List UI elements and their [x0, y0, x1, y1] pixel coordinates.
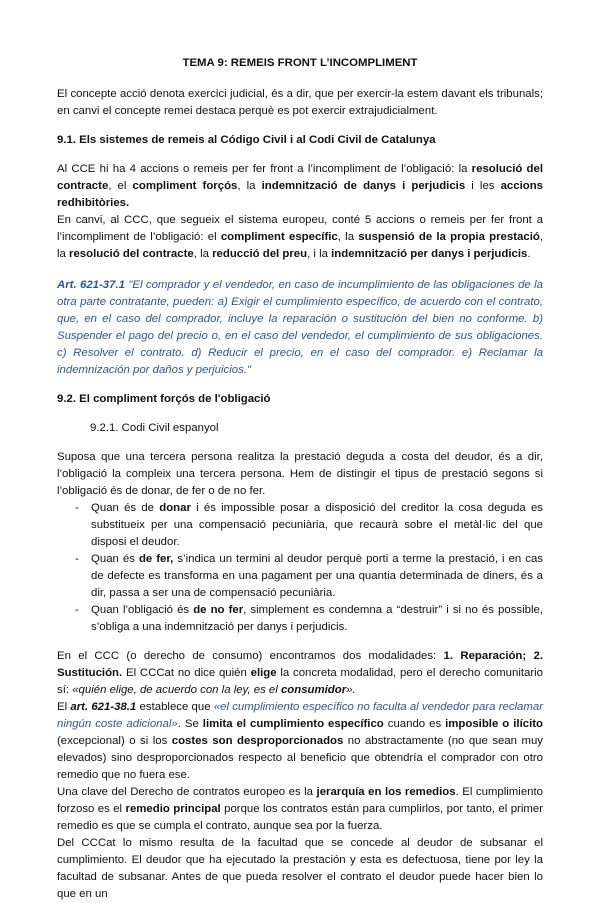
bold-text: 1. Reparación; 2. Sustitución. [57, 650, 543, 679]
text-run: Una clave del Derecho de contratos europeo es la [57, 786, 317, 798]
subsection-heading [90, 420, 543, 437]
text-run: establece que [136, 701, 214, 713]
list-item [91, 551, 543, 602]
paragraph [57, 699, 543, 784]
bold-text: consumidor [280, 684, 347, 696]
paragraph [57, 449, 543, 500]
text-run: , la [337, 231, 359, 243]
text-run: (excepcional) o si los [57, 735, 172, 747]
text-run: , el [108, 180, 133, 192]
text-run: «quién elige, de acuerdo con la ley, es el [72, 684, 281, 696]
document-body [57, 86, 543, 903]
bold-text: limita el cumplimiento específico [202, 718, 384, 730]
text-run: no abstractamente (no que sean muy elevados) sino desproporcionados respecto al beneficio que obtendría el comprador con otro remedio que no fuera ese. [57, 735, 544, 781]
paragraph [57, 835, 543, 903]
paragraph [57, 212, 543, 263]
text-run: Quan l’obligació és [91, 604, 194, 616]
text-run: El [57, 701, 71, 713]
section-heading [57, 391, 543, 408]
bold-text: resolució del contracte [69, 248, 194, 260]
text-run: Quan és de [91, 502, 160, 514]
text-run: 9.1. Els sistemes de remeis al Código Civil i al Codi Civil de Catalunya [57, 134, 436, 146]
text-run: En canvi, al CCC, que segueix el sistema europeu, conté 5 accions o remeis per fer front a l’incompliment de l’obligació: el [57, 214, 543, 243]
text-run: porque los contratos están para cumplirlos, por tanto, el primer remedio es que se cumpla el contrato, aunque sea por la fuerza. [57, 803, 543, 832]
bold-text: compliment específic [220, 231, 338, 243]
text-run: 9.2.1. Codi Civil espanyol [90, 422, 219, 434]
bold-text: accions redhibitòries. [57, 180, 543, 209]
text-run: s’indica un termini al deudor perquè porti a terme la prestació, i en cas de defecte es transforma en una pagament per una quantia determinada de diners, és a dir, passa a ser una de compensació pecuniària. [91, 553, 543, 599]
bold-text: costes son desproporcionados [171, 735, 344, 747]
list-item [91, 500, 543, 551]
bold-text: jerarquía en los remedios [316, 786, 456, 798]
bold-text: donar [159, 502, 191, 514]
text-run: El CCCat no dice quién [122, 667, 251, 679]
document-title: TEMA 9: REMEIS FRONT L’INCOMPLIMENT [182, 57, 418, 69]
bold-text: elige [250, 667, 277, 679]
text-run: i és impossible posar a disposició del creditor la cosa deguda es substitueix per una compensació pecuniària, que recaurà sobre el metàl·lic del que disposi el deudor. [91, 502, 543, 548]
bold-text: compliment forçós [132, 180, 238, 192]
bold-text: de no fer [193, 604, 244, 616]
section-heading [57, 132, 543, 149]
bold-text: resolució del contracte [57, 163, 544, 192]
paragraph [57, 648, 543, 699]
bold-text: reducció del preu [212, 248, 308, 260]
text-run: Al CCE hi ha 4 accions o remeis per fer front a l’incompliment de l’obligació: la [57, 163, 472, 175]
text-run: En el CCC (o derecho de consumo) encontramos dos modalidades: [57, 650, 444, 662]
text-run: Del CCCat lo mismo resulta de la facultad que se concede al deudor de subsanar el cumplimiento. El deudor que ha ejecutado la prestación y esta es defectuosa, tiene por ley la facultad de subsanar. Antes de que pueda resolver el contrato el deudor puede hacer bien lo que en un [57, 837, 543, 900]
text-run: Suposa que una tercera persona realitza la prestació deguda a costa del deudor, és a dir, l’obligació la compleix una tercera persona. Hem de distingir el tipus de prestació segons si l’obligació és de donar, de fer o de no fer. [57, 451, 543, 497]
text-run: 9.2. El compliment forçós de l'obligació [57, 393, 271, 405]
bold-text: de fer, [138, 553, 174, 565]
text-run: cuando es [383, 718, 446, 730]
text-run: El concepte acció denota exercici judicial, és a dir, que per exercir-la estem davant els tribunals; en canvi el concepte remei destaca perquè es pot exercir extrajudicialment. [57, 88, 543, 117]
list-item [91, 602, 543, 636]
bullet-list [57, 500, 543, 636]
text-run: i les [465, 180, 501, 192]
text-run: , simplement es condemna a “destruir” i si no és possible, s’obliga a una indemnització per danys i perjudicis. [91, 604, 543, 633]
bold-text: imposible o ilícito [445, 718, 543, 730]
bold-text: art. 621-38.1 [70, 701, 137, 713]
text-run: «el cumplimiento específico no faculta al vendedor para reclamar ningún coste adicional» [57, 701, 543, 730]
paragraph [57, 86, 543, 120]
text-run: "El comprador y el vendedor, en caso de incumplimiento de las obligaciones de la otra parte contratante, pueden: a) Exigir el cumplimiento específico, de acuerdo con el contrato, que, en el caso del comprador, incluye la reparación o sustitución del bien no conforme. b) Suspender el pago del precio o, en el caso del vendedor, el cumplimiento de sus obligaciones. c) Resolver el contrato. d) Reducir el precio, en el caso del comprador. e) Reclamar la indemnización por daños y perjuicios." [57, 279, 543, 376]
bold-text: remedio principal [125, 803, 221, 815]
text-run: ». [346, 684, 356, 696]
bold-text: Art. 621-37.1 [57, 279, 125, 291]
bold-text: indemnització de danys i perjudicis [261, 180, 466, 192]
text-run: , la [193, 248, 213, 260]
text-run: , la [237, 180, 262, 192]
article-quote [57, 277, 543, 379]
text-run: . Se [177, 718, 203, 730]
text-run: la concreta modalidad, pero el derecho comunitario sí: [57, 667, 544, 696]
bold-text: suspensió de la propia prestació [358, 231, 540, 243]
text-run: , la [57, 231, 543, 260]
paragraph [57, 161, 543, 212]
text-run: . El cumplimiento forzoso es el [57, 786, 543, 815]
bold-text: indemnització per danys i perjudicis [331, 248, 528, 260]
text-run: Quan és [91, 553, 139, 565]
document-page [57, 55, 543, 903]
paragraph [57, 784, 543, 835]
text-run: , i la [307, 248, 332, 260]
text-run: . [527, 248, 531, 260]
